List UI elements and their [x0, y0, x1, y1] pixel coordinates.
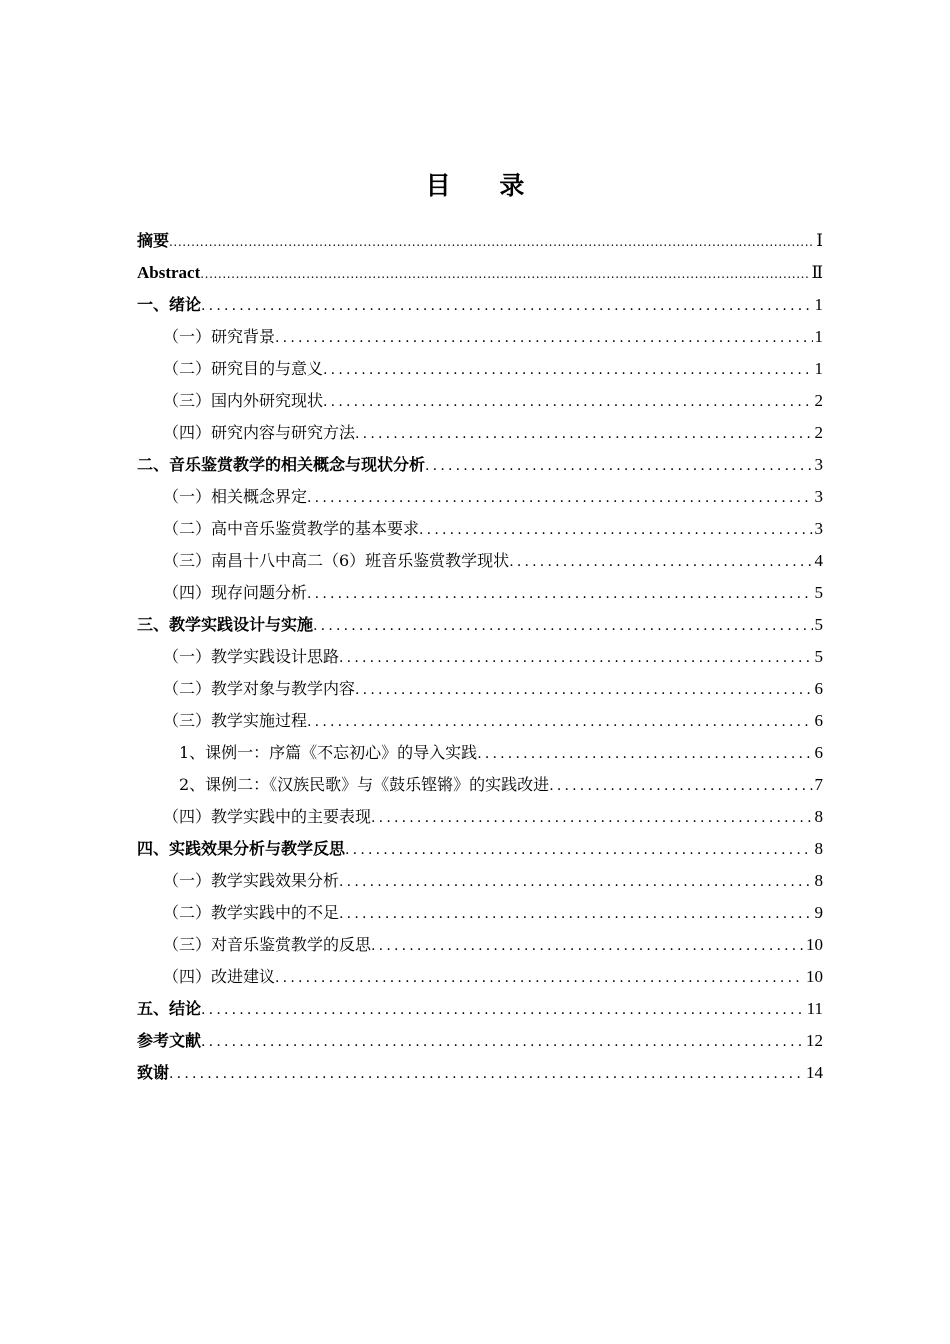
dot-leader: [355, 674, 812, 706]
toc-entry-section[interactable]: [137, 641, 823, 673]
toc-page-number: 1: [814, 327, 823, 346]
toc-entry-label: （三）教学实施过程: [163, 711, 308, 730]
toc-entry-label: （一）研究背景: [163, 327, 276, 346]
dot-leader: [371, 930, 804, 962]
toc-entry-section[interactable]: [137, 417, 823, 449]
toc-page-number: 6: [814, 743, 823, 762]
dot-leader: [275, 962, 804, 994]
toc-entry-label: 三、教学实践设计与实施: [137, 615, 314, 634]
toc-entry-label: （二）高中音乐鉴赏教学的基本要求: [163, 519, 420, 538]
toc-page-number: 12: [806, 1031, 823, 1050]
toc-page-number: 9: [814, 903, 823, 922]
toc-entry-section[interactable]: [137, 801, 823, 833]
toc-page-number: 8: [814, 871, 823, 890]
dot-leader: [201, 994, 805, 1026]
toc-page-number: Ⅱ: [811, 263, 823, 282]
dot-leader: [371, 802, 812, 834]
toc-entry-section[interactable]: [137, 705, 823, 737]
toc-entry-section[interactable]: [137, 865, 823, 897]
toc-entry-label: 致谢: [137, 1063, 170, 1082]
dot-leader: [477, 738, 812, 770]
dot-leader: [419, 514, 812, 546]
dot-leader: [339, 866, 812, 898]
toc-entry-label: （四）现存问题分析: [163, 583, 308, 602]
toc-entry-label: 2、课例二：《汉族民歌》与《鼓乐铿锵》的实践改进: [179, 775, 550, 794]
dot-leader: [339, 642, 812, 674]
toc-entry-label: （一）教学实践效果分析: [163, 871, 340, 890]
toc-entry-references[interactable]: [137, 1025, 823, 1057]
toc-entry-chapter-3[interactable]: [137, 609, 823, 641]
toc-page-number: 1: [814, 359, 823, 378]
toc-page-number: 3: [814, 455, 823, 474]
table-of-contents: [137, 225, 823, 1089]
toc-page-number: 3: [814, 487, 823, 506]
dot-leader: [313, 610, 812, 642]
toc-entry-subsection[interactable]: [137, 769, 823, 801]
dot-leader: [200, 258, 809, 290]
toc-page-number: 6: [814, 711, 823, 730]
toc-entry-section[interactable]: [137, 321, 823, 353]
toc-entry-label: 一、绪论: [137, 295, 202, 314]
toc-page-number: 3: [814, 519, 823, 538]
toc-page-number: 2: [814, 391, 823, 410]
toc-entry-section[interactable]: [137, 353, 823, 385]
toc-page-number: 10: [806, 967, 823, 986]
toc-page-number: Ⅰ: [816, 231, 823, 250]
toc-entry-label: 摘要: [137, 231, 170, 250]
toc-entry-section[interactable]: [137, 577, 823, 609]
dot-leader: [425, 450, 812, 482]
toc-entry-label: （一）教学实践设计思路: [163, 647, 340, 666]
dot-leader: [169, 1058, 804, 1090]
toc-page-number: 5: [814, 583, 823, 602]
toc-page-number: 11: [806, 999, 823, 1018]
dot-leader: [169, 226, 814, 258]
toc-entry-label: Abstract: [137, 263, 201, 282]
toc-page-number: 1: [814, 295, 823, 314]
toc-entry-acknowledgements[interactable]: [137, 1057, 823, 1089]
toc-entry-section[interactable]: [137, 513, 823, 545]
toc-entry-label: 参考文献: [137, 1031, 202, 1050]
toc-page-number: 4: [814, 551, 823, 570]
toc-entry-chapter-1[interactable]: [137, 289, 823, 321]
toc-page-number: 14: [806, 1063, 823, 1082]
toc-entry-label: （二）教学实践中的不足: [163, 903, 340, 922]
toc-entry-label: （二）研究目的与意义: [163, 359, 324, 378]
toc-entry-label: 二、音乐鉴赏教学的相关概念与现状分析: [137, 455, 426, 474]
toc-entry-label: （二）教学对象与教学内容: [163, 679, 356, 698]
dot-leader: [339, 898, 812, 930]
dot-leader: [275, 322, 812, 354]
toc-entry-label: （三）对音乐鉴赏教学的反思: [163, 935, 372, 954]
dot-leader: [307, 706, 812, 738]
toc-page-number: 8: [814, 807, 823, 826]
dot-leader: [307, 482, 812, 514]
dot-leader: [323, 354, 812, 386]
dot-leader: [549, 770, 812, 802]
toc-entry-label: （一）相关概念界定: [163, 487, 308, 506]
toc-page-number: 6: [814, 679, 823, 698]
toc-page-number: 7: [814, 775, 823, 794]
toc-entry-label: （四）改进建议: [163, 967, 276, 986]
toc-entry-abstract-en[interactable]: [137, 257, 823, 289]
dot-leader: [323, 386, 812, 418]
toc-entry-chapter-4[interactable]: [137, 833, 823, 865]
toc-entry-label: 四、实践效果分析与教学反思: [137, 839, 346, 858]
toc-entry-label: 五、结论: [137, 999, 202, 1018]
toc-entry-section[interactable]: [137, 481, 823, 513]
toc-entry-label: （三）南昌十八中高二（6）班音乐鉴赏教学现状: [163, 551, 510, 570]
toc-entry-section[interactable]: [137, 385, 823, 417]
toc-entry-label: （四）教学实践中的主要表现: [163, 807, 372, 826]
toc-page-number: 5: [814, 615, 823, 634]
toc-entry-section[interactable]: [137, 929, 823, 961]
toc-entry-section[interactable]: [137, 673, 823, 705]
toc-entry-abstract-cn[interactable]: [137, 225, 823, 257]
dot-leader: [307, 578, 812, 610]
toc-entry-chapter-2[interactable]: [137, 449, 823, 481]
dot-leader: [201, 1026, 804, 1058]
dot-leader: [201, 290, 812, 322]
toc-entry-section[interactable]: [137, 961, 823, 993]
toc-page-number: 8: [814, 839, 823, 858]
toc-entry-subsection[interactable]: [137, 737, 823, 769]
dot-leader: [345, 834, 812, 866]
toc-entry-label: （三）国内外研究现状: [163, 391, 324, 410]
toc-page-number: 5: [814, 647, 823, 666]
toc-entry-chapter-5[interactable]: [137, 993, 823, 1025]
toc-page-number: 2: [814, 423, 823, 442]
toc-entry-section[interactable]: [137, 897, 823, 929]
toc-entry-label: （四）研究内容与研究方法: [163, 423, 356, 442]
toc-page-number: 10: [806, 935, 823, 954]
dot-leader: [509, 546, 812, 578]
toc-entry-label: 1、课例一：序篇《不忘初心》的导入实践: [179, 743, 478, 762]
toc-title: 目 录: [425, 171, 545, 200]
dot-leader: [355, 418, 812, 450]
toc-entry-section[interactable]: [137, 545, 823, 577]
